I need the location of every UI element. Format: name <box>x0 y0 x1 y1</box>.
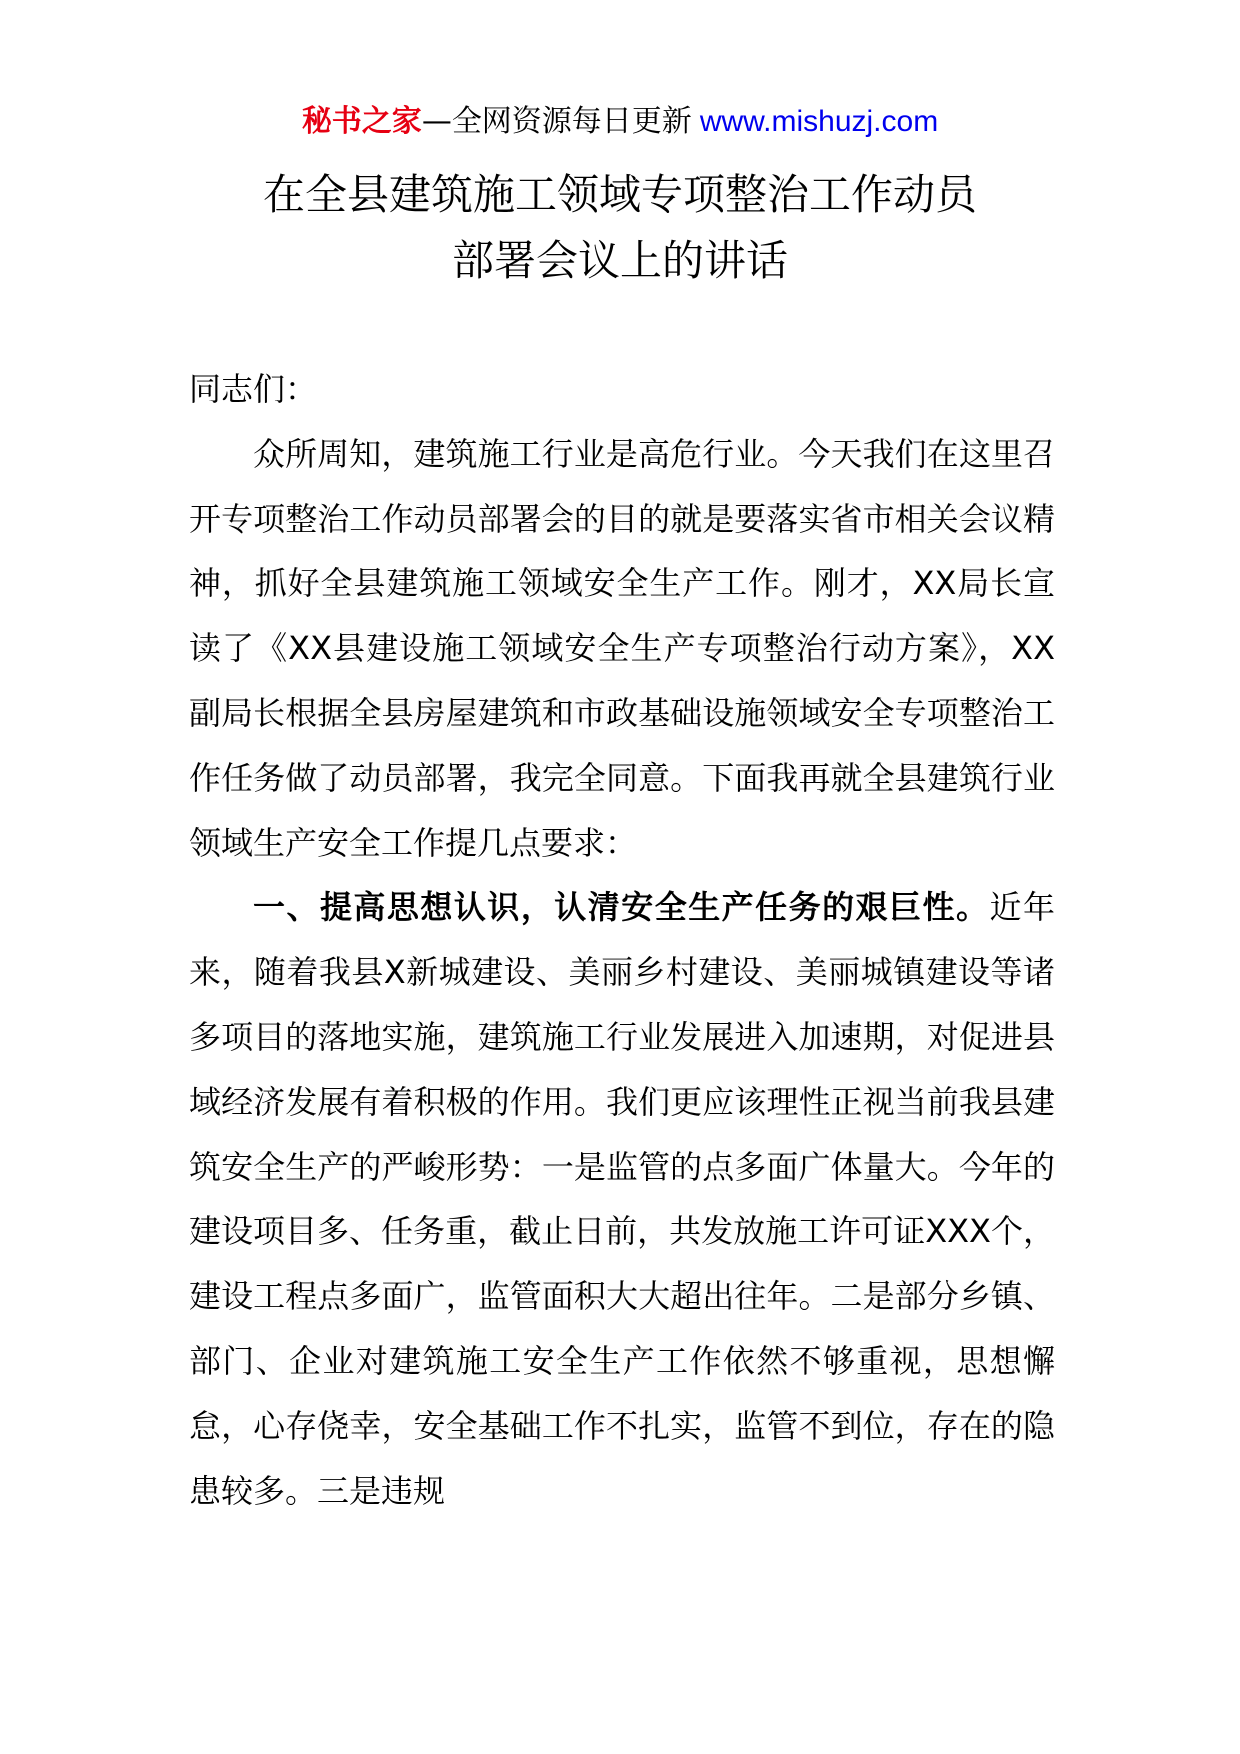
section-one-heading: 一、提高思想认识，认清安全生产任务的艰巨性。 <box>253 888 990 927</box>
brand-name: 秘书之家 <box>301 104 422 139</box>
document-body <box>189 357 1055 1523</box>
header-slogan: —全网资源每日更新 <box>421 104 692 139</box>
paragraph-intro-text: 众所周知，建筑施工行业是高危行业。今天我们在这里召开专项整治工作动员部署会的目的就是要落实省市相关会议精神，抓好全县建筑施工领域安全生产工作。刚才，XX局长宣读了《XX县建设施工领域安全生产专项整治行动方案》，XX副局长根据全县房屋建筑和市政基础设施领域安全专项整治工作任务做了动员部署，我完全同意。下面我再就全县建筑行业领域生产安全工作提几点要求： <box>189 434 1055 862</box>
site-link[interactable]: www.mishuzj.com <box>699 105 939 138</box>
paragraph-section-one <box>189 875 1055 1523</box>
salutation: 同志们： <box>189 370 318 408</box>
watermark-header <box>0 100 1240 144</box>
document-title <box>0 162 1240 294</box>
title-line-2: 部署会议上的讲话 <box>451 236 788 285</box>
section-one-text: 近年来，随着我县X新城建设、美丽乡村建设、美丽城镇建设等诸多项目的落地实施，建筑施工行业发展进入加速期，对促进县域经济发展有着积极的作用。我们更应该理性正视当前我县建筑安全生产的严峻形势：一是监管的点多面广体量大。今年的建设项目多、任务重，截止日前，共发放施工许可证XXX个，建设工程点多面广，监管面积大大超出往年。二是部分乡镇、部门、企业对建筑施工安全生产工作依然不够重视，思想懈怠，心存侥幸，安全基础工作不扎实，监管不到位，存在的隐患较多。三是违规 <box>189 888 1055 1510</box>
paragraph-intro <box>189 422 1055 876</box>
title-line-1: 在全县建筑施工领域专项整治工作动员 <box>262 170 977 219</box>
